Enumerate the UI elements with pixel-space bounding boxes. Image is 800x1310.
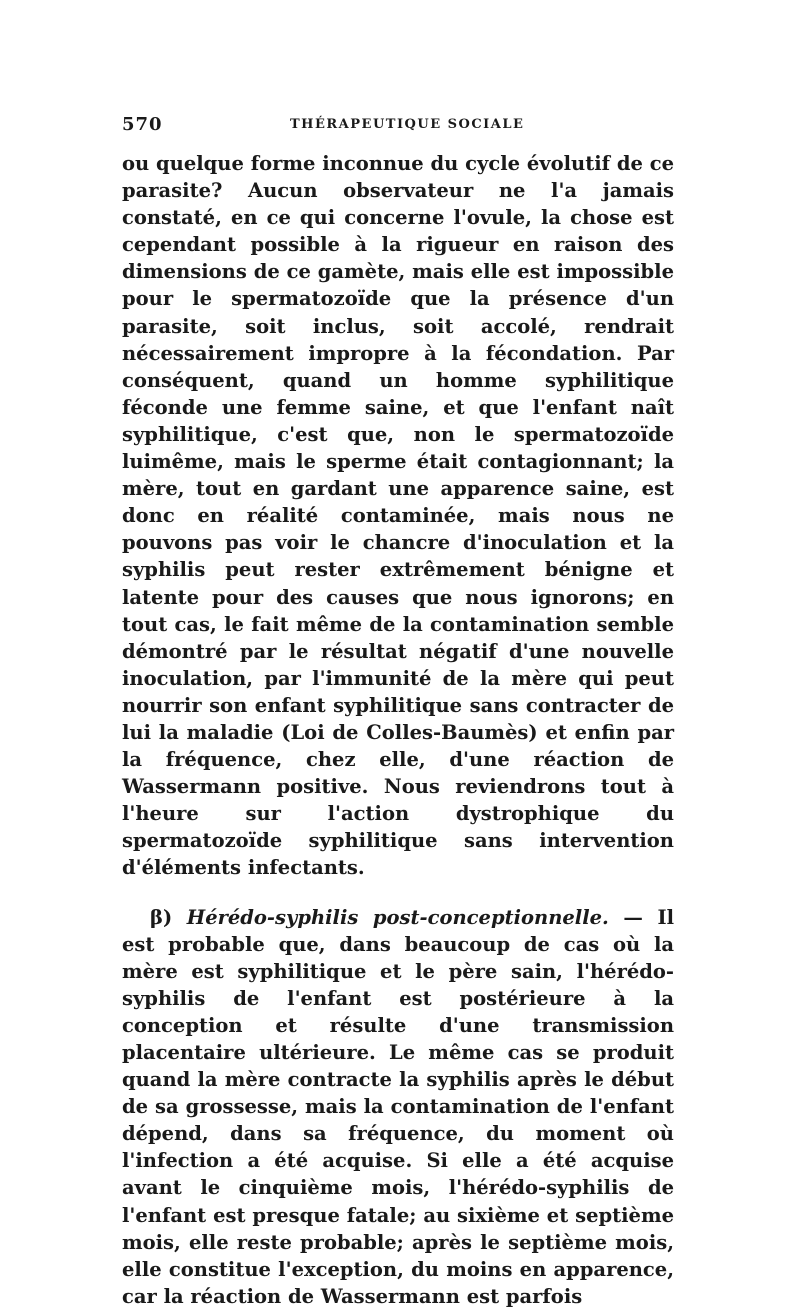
paragraph-1: ou quelque forme inconnue du cycle évolutif de ce parasite? Aucun observateur ne l'a jamais constaté, en ce qui concerne l'ovule, la chose est cependant possible à la rigueur en raison des dimensions de ce gamète, mais elle est impossible pour le spermatozoïde que la présence d'un parasite, soit inclus, soit accolé, rendrait nécessairement impropre à la fécondation. Par conséquent, quand un homme syphilitique féconde une femme saine, et que l'enfant naît syphilitique, c'est que, non le spermatozoïde luimême, mais le sperme était contagionnant; la mère, tout en gardant une apparence saine, est donc en réalité contaminée, mais nous ne pouvons pas voir le chancre d'inoculation et la syphilis peut rester extrêmement bénigne et latente pour des causes que nous ignorons; en tout cas, le fait même de la contamination semble démontré par le résultat négatif d'une nouvelle inoculation, par l'immunité de la mère qui peut nourrir son enfant syphilitique sans contracter de lui la maladie (Loi de Colles-Baumès) et enfin par la fréquence, chez elle, d'une réaction de Wassermann positive. Nous reviendrons tout à l'heure sur l'action dystrophique du spermatozoïde syphilitique sans intervention d'éléments infectants. <box>122 152 674 880</box>
page-number: 570 <box>122 114 163 135</box>
page-header <box>122 108 674 138</box>
section-heading: Hérédo-syphilis post-conceptionnelle. <box>186 905 609 929</box>
paragraph-2-text: — Il est probable que, dans beaucoup de cas où la mère est syphilitique et le père sain, l'hérédo-syphilis de l'enfant est postérieure à la conception et résulte d'une transmission placentaire ultérieure. Le même cas se produit quand la mère contracte la syphilis après le début de sa grossesse, mais la contamination de l'enfant dépend, dans sa fréquence, du moment où l'infection a été acquise. Si elle a été acquise avant le cinquième mois, l'hérédo-syphilis de l'enfant est presque fatale; au sixième et septième mois, elle reste probable; après le septième mois, elle constitue l'exception, du moins en apparence, car la réaction de Wassermann est parfois <box>122 905 674 1308</box>
paragraph-break <box>122 882 674 904</box>
running-head: THÉRAPEUTIQUE SOCIALE <box>290 117 525 132</box>
book-page <box>122 108 674 1310</box>
body-text <box>122 150 674 1310</box>
paragraph-2 <box>122 904 674 1310</box>
section-marker: β) <box>150 905 173 929</box>
